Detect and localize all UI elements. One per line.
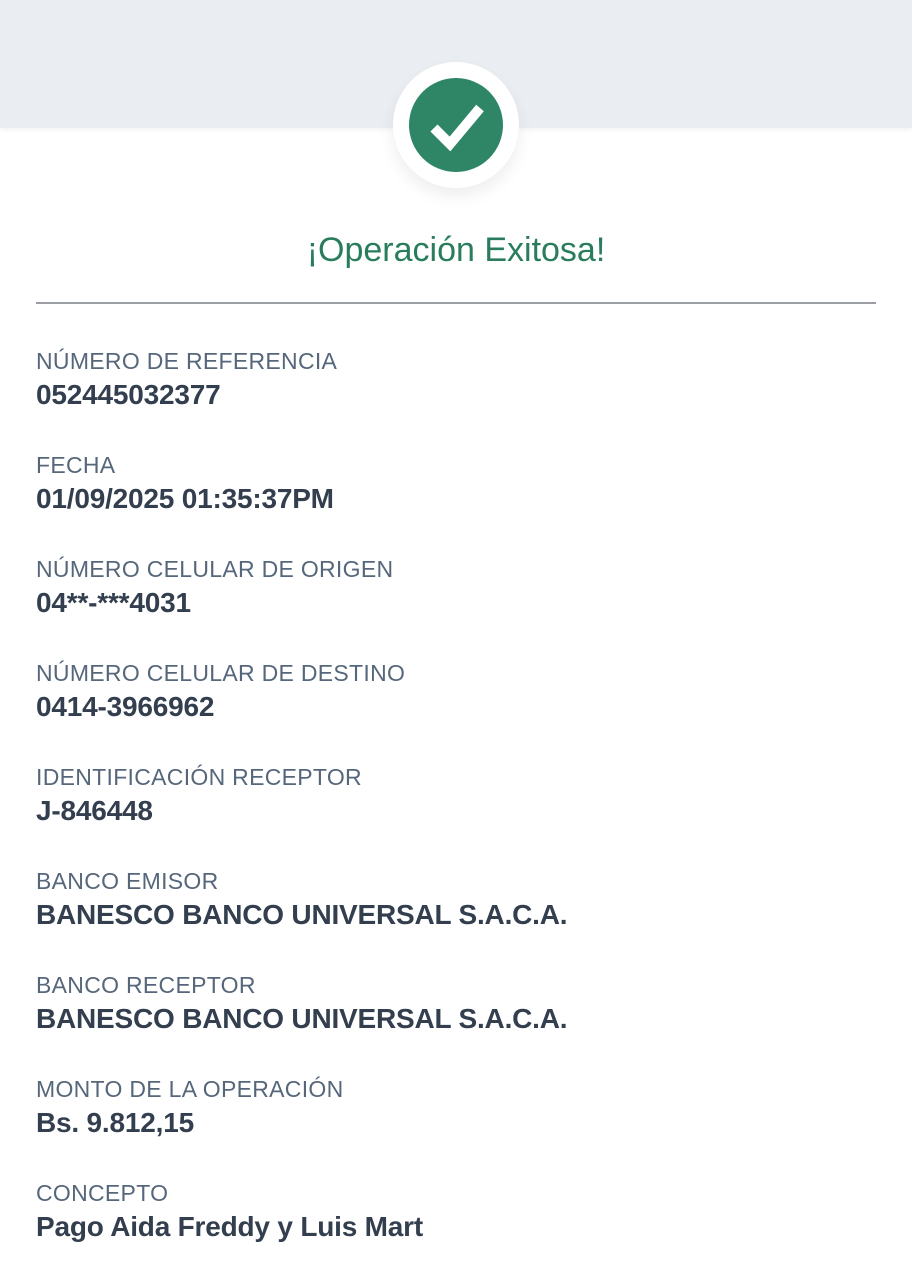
field-value: Pago Aida Freddy y Luis Mart xyxy=(36,1210,423,1242)
field-label: CONCEPTO xyxy=(36,1179,169,1206)
success-title: ¡Operación Exitosa! xyxy=(306,231,606,269)
field-row xyxy=(36,971,876,1037)
field-row xyxy=(36,347,876,413)
field-value: 01/09/2025 01:35:37PM xyxy=(36,482,334,514)
field-value: BANESCO BANCO UNIVERSAL S.A.C.A. xyxy=(36,1002,568,1034)
field-row xyxy=(36,867,876,933)
field-value: 04**-***4031 xyxy=(36,586,191,618)
field-row xyxy=(36,659,876,725)
field-row xyxy=(36,555,876,621)
field-value: 0414-3966962 xyxy=(36,690,215,722)
field-row xyxy=(36,451,876,517)
field-value: Bs. 9.812,15 xyxy=(36,1106,194,1138)
field-label: MONTO DE LA OPERACIÓN xyxy=(36,1075,344,1102)
field-label: NÚMERO CELULAR DE DESTINO xyxy=(36,659,406,686)
field-row xyxy=(36,1179,876,1245)
fields-list xyxy=(0,347,912,1245)
field-row xyxy=(36,1075,876,1141)
field-label: BANCO RECEPTOR xyxy=(36,971,256,998)
field-label: FECHA xyxy=(36,451,116,478)
success-badge xyxy=(393,62,519,188)
divider xyxy=(36,302,876,304)
field-value: 052445032377 xyxy=(36,378,221,410)
field-label: BANCO EMISOR xyxy=(36,867,219,894)
field-label: NÚMERO DE REFERENCIA xyxy=(36,347,338,374)
field-label: NÚMERO CELULAR DE ORIGEN xyxy=(36,555,394,582)
field-value: J-846448 xyxy=(36,794,153,826)
checkmark-icon xyxy=(409,78,503,172)
field-row xyxy=(36,763,876,829)
success-badge-circle xyxy=(409,78,503,172)
field-label: IDENTIFICACIÓN RECEPTOR xyxy=(36,763,362,790)
field-value: BANESCO BANCO UNIVERSAL S.A.C.A. xyxy=(36,898,568,930)
